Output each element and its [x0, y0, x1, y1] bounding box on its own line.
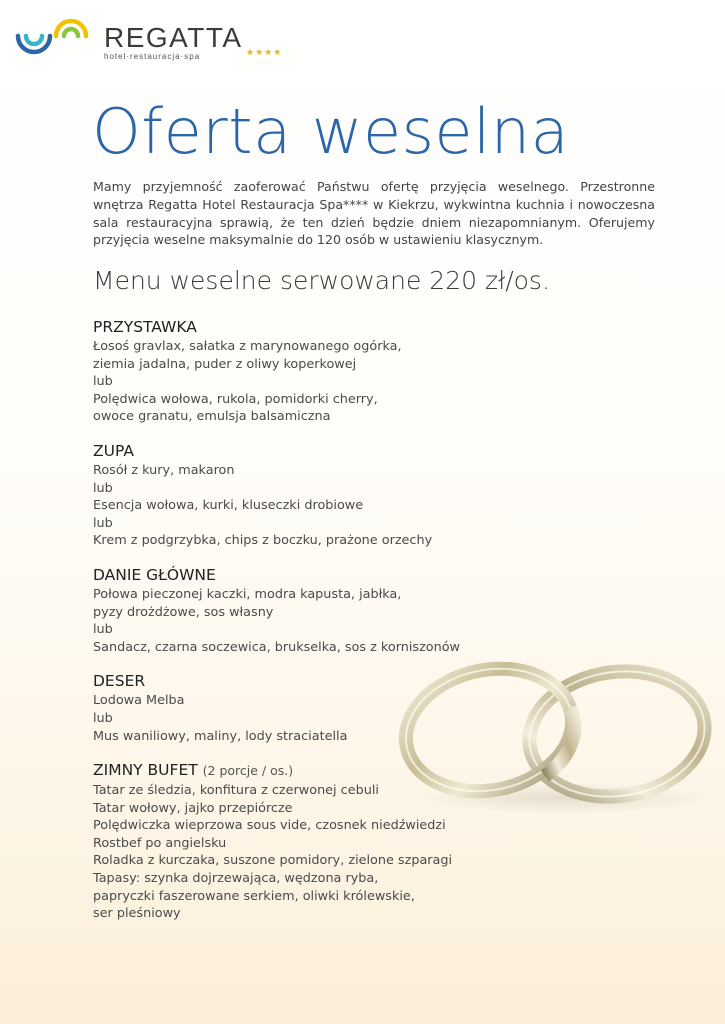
- wedding-rings-image: [395, 648, 717, 816]
- section-heading: PRZYSTAWKA: [93, 318, 197, 336]
- page-title: Oferta weselna: [92, 95, 570, 168]
- menu-line: Rostbef po angielsku: [93, 835, 227, 851]
- menu-heading: Menu weselne serwowane 220 zł/os.: [93, 266, 550, 295]
- menu-line: lub: [93, 622, 113, 638]
- logo-arcs-icon: [14, 14, 94, 62]
- menu-line: Esencja wołowa, kurki, kluseczki drobiowe: [93, 498, 364, 514]
- menu-line: Połowa pieczonej kaczki, modra kapusta, jabłka,: [93, 586, 402, 602]
- logo-wordmark: REGATTA: [104, 22, 243, 53]
- menu-line: pyzy drożdżowe, sos własny: [93, 604, 274, 620]
- section-danie-glowne: [93, 564, 513, 656]
- section-heading: DANIE GŁÓWNE: [93, 565, 216, 584]
- menu-line: Sandacz, czarna soczewica, brukselka, sos z korniszonów: [93, 639, 461, 655]
- menu-line: lub: [93, 710, 113, 726]
- menu-line: ziemia jadalna, puder z oliwy koperkowej: [93, 356, 357, 372]
- menu-line: Tapasy: szynka dojrzewająca, wędzona ryba,: [93, 871, 379, 887]
- intro-paragraph: Mamy przyjemność zaoferować Państwu ofertę przyjęcia weselnego. Przestronne wnętrza Regatta Hotel Restauracja Spa**** w Kiekrzu, wykwintna kuchnia i nowoczesna sala restauracyjna sprawią, że ten dzień będzie dniem niezapomnianym. Oferujemy przyjęcia weselne maksymalnie do 120 osób w ustawieniu klasycznym.: [93, 179, 655, 248]
- section-note: (2 porcje / os.): [202, 763, 294, 779]
- hotel-logo: [14, 14, 304, 66]
- menu-line: owoce granatu, emulsja balsamiczna: [93, 409, 331, 425]
- menu-line: Polędwiczka wieprzowa sous vide, czosnek niedźwiedzi: [93, 818, 446, 834]
- menu-line: Roladka z kurczaka, suszone pomidory, zielone szparagi: [93, 853, 453, 869]
- menu-line: Tatar ze śledzia, konfitura z czerwonej cebuli: [93, 783, 379, 799]
- menu-line: Mus waniliowy, maliny, lody straciatella: [93, 728, 348, 744]
- section-zupa: [93, 440, 513, 550]
- menu-line: Tatar wołowy, jajko przepiórcze: [93, 800, 293, 816]
- menu-line: Polędwica wołowa, rukola, pomidorki cherry,: [93, 391, 378, 407]
- section-heading: DESER: [93, 672, 146, 691]
- logo-subtitle: hotel·restauracja·spa: [104, 52, 201, 61]
- menu-line: papryczki faszerowane serkiem, oliwki królewskie,: [93, 888, 415, 904]
- section-heading: ZUPA: [93, 441, 134, 460]
- menu-line: Krem z podgrzybka, chips z boczku, prażone orzechy: [93, 533, 433, 549]
- menu-line: Lodowa Melba: [93, 693, 185, 709]
- section-heading: ZIMNY BUFET (2 porcje / os.): [93, 761, 294, 780]
- menu-line: ser pleśniowy: [93, 906, 181, 922]
- menu-sections: [93, 316, 513, 937]
- menu-line: lub: [93, 374, 113, 390]
- menu-line: Rosół z kury, makaron: [93, 462, 235, 478]
- menu-line: lub: [93, 480, 113, 496]
- section-przystawka: [93, 316, 513, 426]
- menu-line: Łosoś gravlax, sałatka z marynowanego ogórka,: [93, 339, 402, 354]
- menu-line: lub: [93, 515, 113, 531]
- logo-stars: ★★★★: [246, 48, 283, 58]
